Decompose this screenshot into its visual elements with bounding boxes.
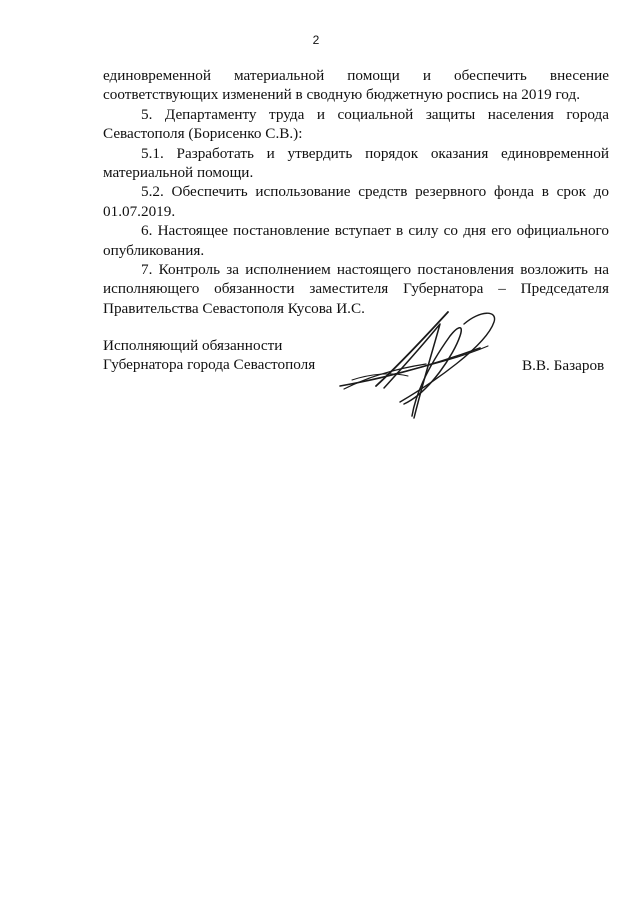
- handwritten-signature: [330, 306, 510, 428]
- paragraph-item-7: 7. Контроль за исполнением настоящего постановления возложить на исполняющего обязанности заместителя Губернатора – Председателя Правительства Севастополя Кусова И.С.: [103, 261, 609, 317]
- paragraph-continuation: единовременной материальной помощи и обеспечить внесение соответствующих изменений в сводную бюджетную роспись на 2019 год.: [103, 67, 609, 104]
- signatory-title-line-1: Исполняющий обязанности: [103, 337, 283, 354]
- signatory-title-line-2: Губернатора города Севастополя: [103, 356, 316, 374]
- page-number: 2: [312, 33, 320, 47]
- paragraph-item-5-2: 5.2. Обеспечить использование средств резервного фонда в срок до 01.07.2019.: [103, 183, 609, 220]
- document-body: [103, 66, 609, 318]
- signatory-name: В.В. Базаров: [522, 357, 605, 374]
- paragraph-item-5-1: 5.1. Разработать и утвердить порядок оказания единовременной материальной помощи.: [103, 144, 609, 182]
- paragraph-item-6: 6. Настоящее постановление вступает в силу со дня его официального опубликования.: [103, 222, 609, 259]
- paragraph-item-5: 5. Департаменту труда и социальной защиты населения города Севастополя (Борисенко С.В.):: [103, 105, 609, 143]
- signatory-title: [103, 336, 315, 375]
